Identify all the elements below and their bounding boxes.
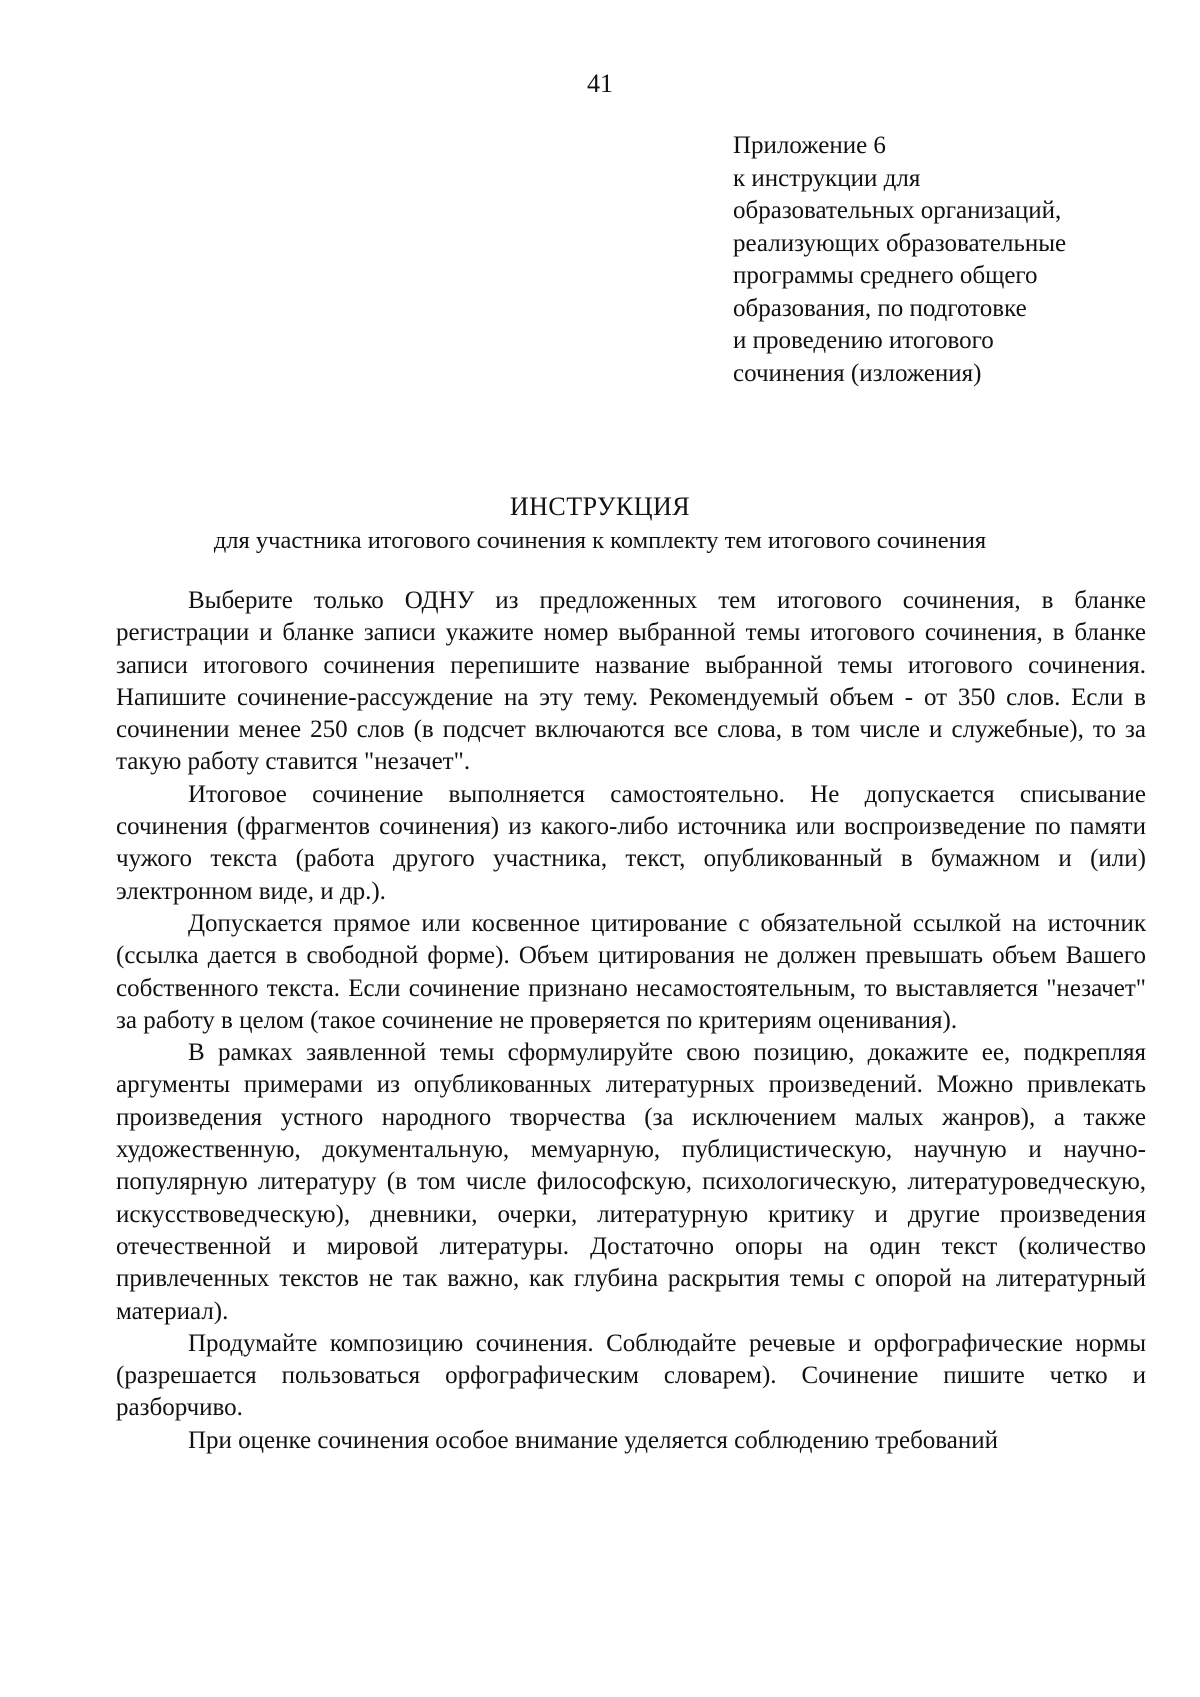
paragraph-composition: Продумайте композицию сочинения. Соблюдайте речевые и орфографические нормы (разрешается пользоваться орфографическим словарем). Сочинение пишите четко и разборчиво. <box>116 1329 1146 1422</box>
appendix-reference <box>733 130 1173 390</box>
appendix-line: программы среднего общего <box>733 262 1038 289</box>
document-title: ИНСТРУКЦИЯ <box>509 492 691 521</box>
page-number: 41 <box>587 69 613 98</box>
appendix-line: образования, по подготовке <box>733 294 1027 322</box>
appendix-line: образовательных организаций, <box>733 197 1062 224</box>
paragraph-topic-choice: Выберите только ОДНУ из предложенных тем итогового сочинения, в бланке регистрации и бланке записи укажите номер выбранной темы итогового сочинения, в бланке записи итогового сочинения перепишите название выбранной темы итогового сочинения. Напишите сочинение-рассуждение на эту тему. Рекомендуемый объем - от 350 слов. Если в сочинении менее 250 слов (в подсчет включаются все слова, в том числе и служебные), то за такую работу ставится "незачет". <box>116 587 1146 776</box>
appendix-line: реализующих образовательные <box>733 229 1067 257</box>
appendix-line: сочинения (изложения) <box>733 359 982 387</box>
paragraph-evaluation: При оценке сочинения особое внимание уделяется соблюдению требований <box>188 1426 999 1454</box>
paragraph-citation: Допускается прямое или косвенное цитирование с обязательной ссылкой на источник (ссылка дается в свободной форме). Объем цитирования не должен превышать объем Вашего собственного текста. Если сочинение признано несамостоятельным, то выставляется "незачет" за работу в целом (такое сочинение не проверяется по критериям оценивания). <box>116 909 1146 1034</box>
appendix-line: и проведению итогового <box>733 327 994 354</box>
appendix-line: Приложение 6 <box>733 132 886 159</box>
paragraph-independence: Итоговое сочинение выполняется самостоятельно. Не допускается списывание сочинения (фрагментов сочинения) из какого-либо источника или воспроизведение по памяти чужого текста (работа другого участника, текст, опубликованный в бумажном и (или) электронном виде, и др.). <box>116 780 1146 905</box>
paragraph-position: В рамках заявленной темы сформулируйте свою позицию, докажите ее, подкрепляя аргументы примерами из опубликованных литературных произведений. Можно привлекать произведения устного народного творчества (за исключением малых жанров), а также художественную, документальную, мемуарную, публицистическую, научную и научно-популярную литературу (в том числе философскую, психологическую, литературоведческую, искусствоведческую), дневники, очерки, литературную критику и другие произведения отечественной и мировой литературы. Достаточно опоры на один текст (количество привлеченных текстов не так важно, как глубина раскрытия темы с опорой на литературный материал). <box>116 1039 1146 1325</box>
document-subtitle: для участника итогового сочинения к комплекту тем итогового сочинения <box>213 527 987 554</box>
appendix-line: к инструкции для <box>733 164 921 192</box>
document-body <box>116 585 1146 1457</box>
